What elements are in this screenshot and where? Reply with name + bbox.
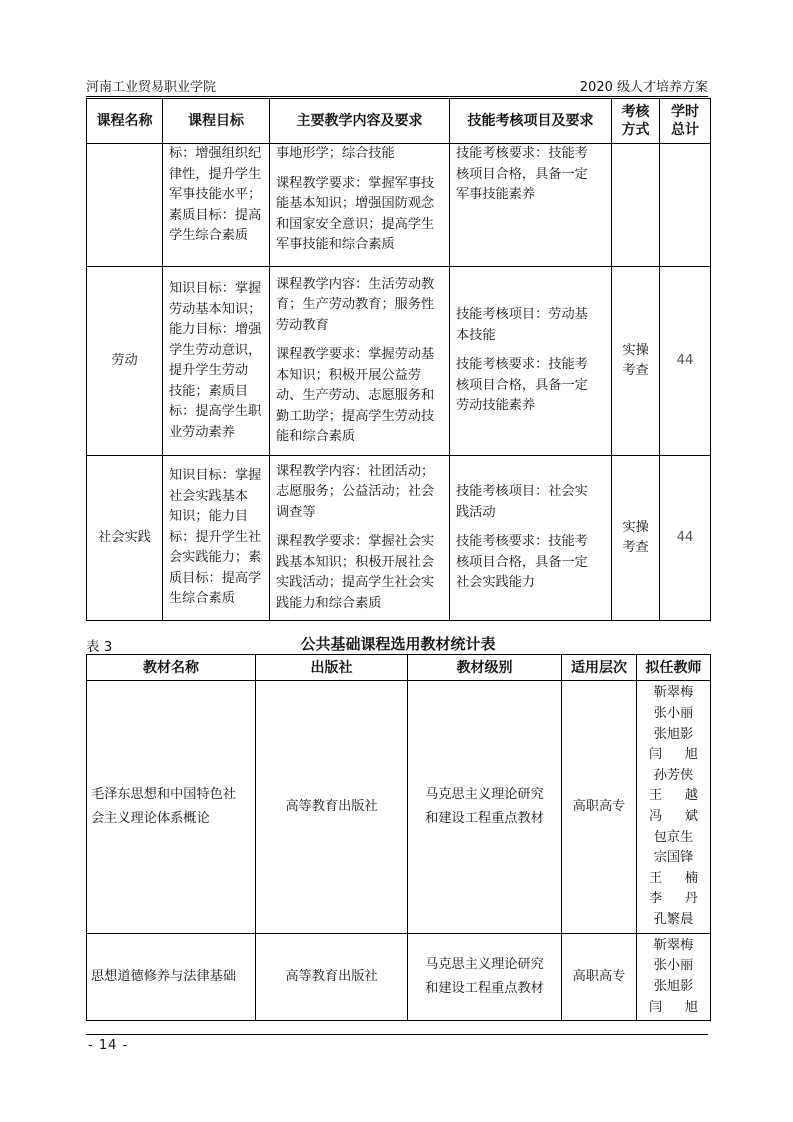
col-total-hours: 学时 总计 <box>660 99 711 144</box>
course-content <box>270 267 450 456</box>
table-row <box>87 456 711 621</box>
col-teachers: 拟任教师 <box>637 655 711 681</box>
table-label: 表 3 <box>86 639 113 655</box>
textbook-name: 毛泽东思想和中国特色社 会主义理论体系概论 <box>87 681 256 934</box>
col-publisher: 出版社 <box>256 655 408 681</box>
content-text: 事地形学；综合技能 <box>276 146 395 161</box>
textbook-table-header <box>87 655 711 681</box>
table-row <box>87 934 711 1021</box>
content-text: 课程教学内容：社团活动； 志愿服务；公益活动；社会 调查等 <box>276 463 435 520</box>
col-course-name: 课程名称 <box>87 99 163 144</box>
teacher-name: 包京生 <box>653 829 694 845</box>
applicable-level: 高职高专 <box>562 681 637 934</box>
teacher-list <box>637 934 711 1021</box>
table-title: 公共基础课程选用教材统计表 <box>300 635 496 653</box>
col-skill-assessment: 技能考核项目及要求 <box>450 99 612 144</box>
content-text: 课程教学内容：生活劳动教 育；生产劳动教育；服务性 劳动教育 <box>276 276 435 333</box>
teacher-name: 张旭影 <box>653 726 694 742</box>
publisher: 高等教育出版社 <box>256 934 408 1021</box>
course-name: 社会实践 <box>87 456 163 621</box>
skill-item-text: 技能考核项目：劳动基 本技能 <box>456 307 588 343</box>
teacher-name: 张小丽 <box>653 706 694 722</box>
teacher-list <box>637 681 711 934</box>
requirement-text: 课程教学要求：掌握劳动基 本知识；积极开展公益劳 动、生产劳动、志愿服务和 勤工助学；提高学生劳动技 能和综合素质 <box>276 347 435 444</box>
total-hours <box>660 144 711 267</box>
textbook-level: 马克思主义理论研究 和建设工程重点教材 <box>408 681 562 934</box>
teacher-name: 张小丽 <box>653 958 694 974</box>
course-goal: 知识目标：掌握 社会实践基本 知识；能力目 标：提升学生社 会实践能力；素 质目标：提高学 生综合素质 <box>163 456 270 621</box>
col-applicable-level: 适用层次 <box>562 655 637 681</box>
table-row <box>87 144 711 267</box>
skill-assessment <box>450 144 612 267</box>
textbook-table <box>86 654 711 1021</box>
total-hours: 44 <box>660 456 711 621</box>
page-header <box>86 72 708 97</box>
skill-requirement-text: 技能考核要求：技能考 核项目合格，具备一定 劳动技能素养 <box>456 357 588 414</box>
page-number: - 14 - <box>88 1038 129 1053</box>
course-table-header <box>87 99 711 144</box>
table-caption <box>86 632 710 654</box>
total-hours: 44 <box>660 267 711 456</box>
school-name: 河南工业贸易职业学院 <box>86 80 217 95</box>
teacher-name: 王 楠 <box>649 870 698 886</box>
teacher-name: 闫 旭 <box>649 747 698 763</box>
course-content <box>270 456 450 621</box>
teacher-name: 靳翠梅 <box>653 685 694 701</box>
teacher-name: 王 越 <box>649 788 698 804</box>
teacher-name: 冯 斌 <box>649 809 698 824</box>
teacher-name: 闫 旭 <box>649 999 698 1015</box>
requirement-text: 课程教学要求：掌握军事技 能基本知识；增强国防观念 和国家安全意识；提高学生 军事技能和综合素质 <box>276 175 435 252</box>
course-name <box>87 144 163 267</box>
teacher-name: 孔繁晨 <box>653 911 694 927</box>
teacher-name: 宗国锋 <box>653 850 694 866</box>
applicable-level: 高职高专 <box>562 934 637 1021</box>
course-goal: 标：增强组织纪 律性，提升学生 军事技能水平； 素质目标：提高 学生综合素质 <box>163 144 270 267</box>
course-goal: 知识目标：掌握 劳动基本知识； 能力目标：增强 学生劳动意识， 提升学生劳动 技能；素质目 标：提高学生职 业劳动素养 <box>163 267 270 456</box>
col-main-content: 主要教学内容及要求 <box>270 99 450 144</box>
requirement-text: 课程教学要求：掌握社会实 践基本知识；积极开展社会 实践活动；提高学生社会实 践能力和综合素质 <box>276 534 435 611</box>
table-row <box>87 681 711 934</box>
course-table <box>86 98 711 621</box>
skill-text: 技能考核要求：技能考 核项目合格，具备一定 军事技能素养 <box>456 146 588 202</box>
skill-assessment <box>450 267 612 456</box>
teacher-name: 孙芳侠 <box>653 767 694 783</box>
publisher: 高等教育出版社 <box>256 681 408 934</box>
table-row <box>87 267 711 456</box>
footer-rule <box>86 1034 708 1035</box>
document-title: 2020 级人才培养方案 <box>579 80 708 95</box>
skill-requirement-text: 技能考核要求：技能考 核项目合格，具备一定 社会实践能力 <box>456 534 588 591</box>
col-course-goal: 课程目标 <box>163 99 270 144</box>
teacher-name: 张旭影 <box>653 979 694 994</box>
skill-assessment <box>450 456 612 621</box>
col-textbook-name: 教材名称 <box>87 655 256 681</box>
teacher-name: 靳翠梅 <box>653 937 694 953</box>
course-name: 劳动 <box>87 267 163 456</box>
col-textbook-level: 教材级别 <box>408 655 562 681</box>
textbook-name: 思想道德修养与法律基础 <box>87 934 256 1021</box>
assessment-method: 实操 考查 <box>612 267 660 456</box>
skill-item-text: 技能考核项目：社会实 践活动 <box>456 484 588 520</box>
textbook-level: 马克思主义理论研究 和建设工程重点教材 <box>408 934 562 1021</box>
course-content <box>270 144 450 267</box>
teacher-name: 李 丹 <box>649 891 698 907</box>
col-assessment-method: 考核 方式 <box>612 99 660 144</box>
assessment-method <box>612 144 660 267</box>
assessment-method: 实操 考查 <box>612 456 660 621</box>
